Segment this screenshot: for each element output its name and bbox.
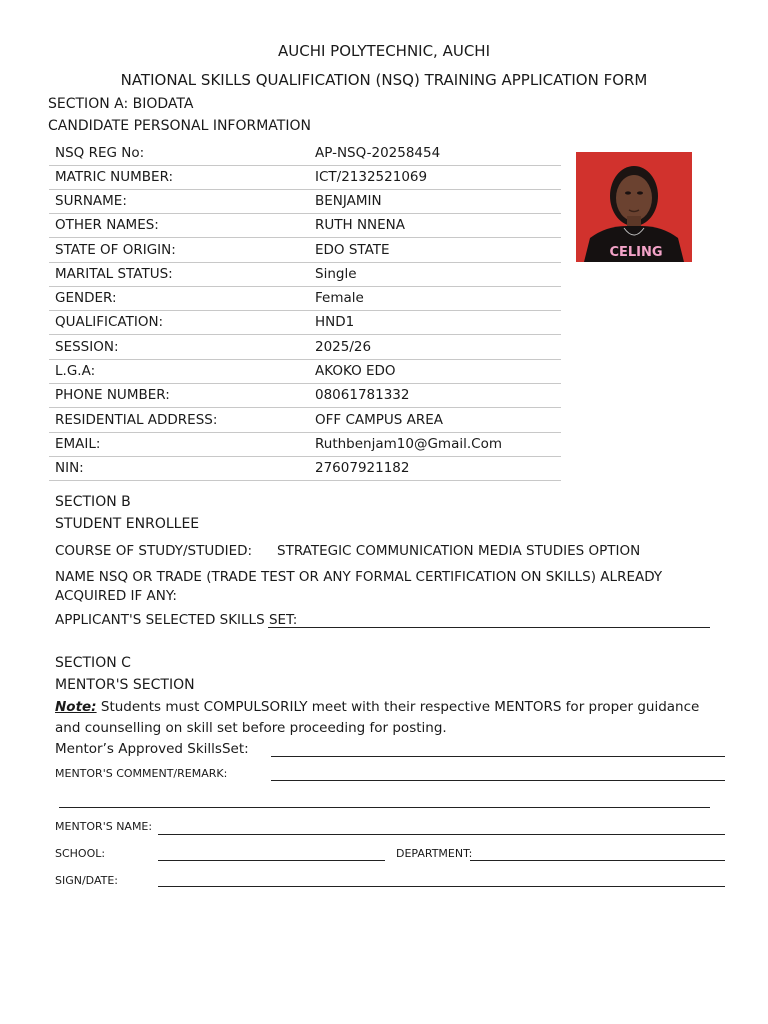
table-row [49,383,561,408]
table-row [49,165,561,190]
mentor-comment-line-2[interactable] [59,807,710,808]
approved-skillset-line[interactable] [271,756,725,757]
passport-photo-illustration [576,152,692,262]
row-value: OFF CAMPUS AREA [315,412,444,428]
mentor-comment-line[interactable] [271,780,725,781]
trade-label-line2: ACQUIRED IF ANY: [55,588,177,604]
row-value: HND1 [315,314,355,330]
sign-date-line[interactable] [158,886,725,887]
table-row [49,335,561,360]
row-value: AP-NSQ-20258454 [315,145,441,161]
row-label: SESSION: [55,339,119,355]
row-label: GENDER: [55,290,117,306]
row-label: OTHER NAMES: [55,217,159,233]
row-label: EMAIL: [55,436,101,452]
section-c-title: SECTION C [55,655,131,671]
section-b-title: SECTION B [55,494,131,510]
table-row [49,456,561,481]
row-value: Ruthbenjam10@Gmail.Com [315,436,502,452]
row-value: Female [315,290,364,306]
row-value: 27607921182 [315,460,410,476]
row-value: Single [315,266,357,282]
row-value: 08061781332 [315,387,410,403]
course-label: COURSE OF STUDY/STUDIED: [55,543,253,559]
mentor-name-label: MENTOR'S NAME: [55,820,153,833]
row-label: SURNAME: [55,193,127,209]
trade-label-line1: NAME NSQ OR TRADE (TRADE TEST OR ANY FORMAL CERTIFICATION ON SKILLS) ALREADY [55,569,663,585]
row-value: RUTH NNENA [315,217,406,233]
row-label: RESIDENTIAL ADDRESS: [55,412,218,428]
institution-name: AUCHI POLYTECHNIC, AUCHI [277,42,491,60]
table-row [49,432,561,457]
mentor-comment-label: MENTOR'S COMMENT/REMARK: [55,767,228,780]
table-row [49,359,561,384]
section-b-subtitle: STUDENT ENROLLEE [55,516,200,532]
department-line[interactable] [470,860,725,861]
table-row [49,141,561,166]
sign-date-label: SIGN/DATE: [55,874,119,887]
approved-skillset-label: Mentor’s Approved SkillsSet: [55,741,249,757]
table-row [49,189,561,214]
row-value: EDO STATE [315,242,390,258]
table-row [49,310,561,335]
form-title: NATIONAL SKILLS QUALIFICATION (NSQ) TRAINING APPLICATION FORM [120,71,648,89]
row-value: BENJAMIN [315,193,382,209]
row-label: MARITAL STATUS: [55,266,173,282]
mentor-name-line[interactable] [158,834,725,835]
row-value: 2025/26 [315,339,372,355]
school-line[interactable] [158,860,385,861]
note-text: Students must COMPULSORILY meet with their respective MENTORS for proper guidance and counselling on skill set before proceeding for posting. [55,699,700,736]
skills-set-label: APPLICANT'S SELECTED SKILLS SET: [55,612,298,628]
section-a-subtitle: CANDIDATE PERSONAL INFORMATION [48,118,311,134]
school-label: SCHOOL: [55,847,106,860]
section-a-title: SECTION A: BIODATA [48,96,194,112]
row-label: NIN: [55,460,84,476]
mentor-note [55,697,725,739]
table-row [49,262,561,287]
shirt-text: CELING [609,245,663,260]
passport-photo [576,152,692,262]
course-value: STRATEGIC COMMUNICATION MEDIA STUDIES OPTION [277,543,641,559]
note-label: Note: [55,699,97,715]
row-label: QUALIFICATION: [55,314,164,330]
row-label: PHONE NUMBER: [55,387,170,403]
table-row [49,238,561,263]
row-label: L.G.A: [55,363,96,379]
row-label: STATE OF ORIGIN: [55,242,176,258]
row-value: AKOKO EDO [315,363,396,379]
table-row [49,408,561,433]
table-row [49,286,561,311]
row-value: ICT/2132521069 [315,169,428,185]
skills-set-line[interactable] [268,627,710,628]
section-c-subtitle: MENTOR'S SECTION [55,677,195,693]
table-row [49,213,561,238]
row-label: NSQ REG No: [55,145,145,161]
row-label: MATRIC NUMBER: [55,169,174,185]
department-label: DEPARTMENT: [396,847,473,860]
